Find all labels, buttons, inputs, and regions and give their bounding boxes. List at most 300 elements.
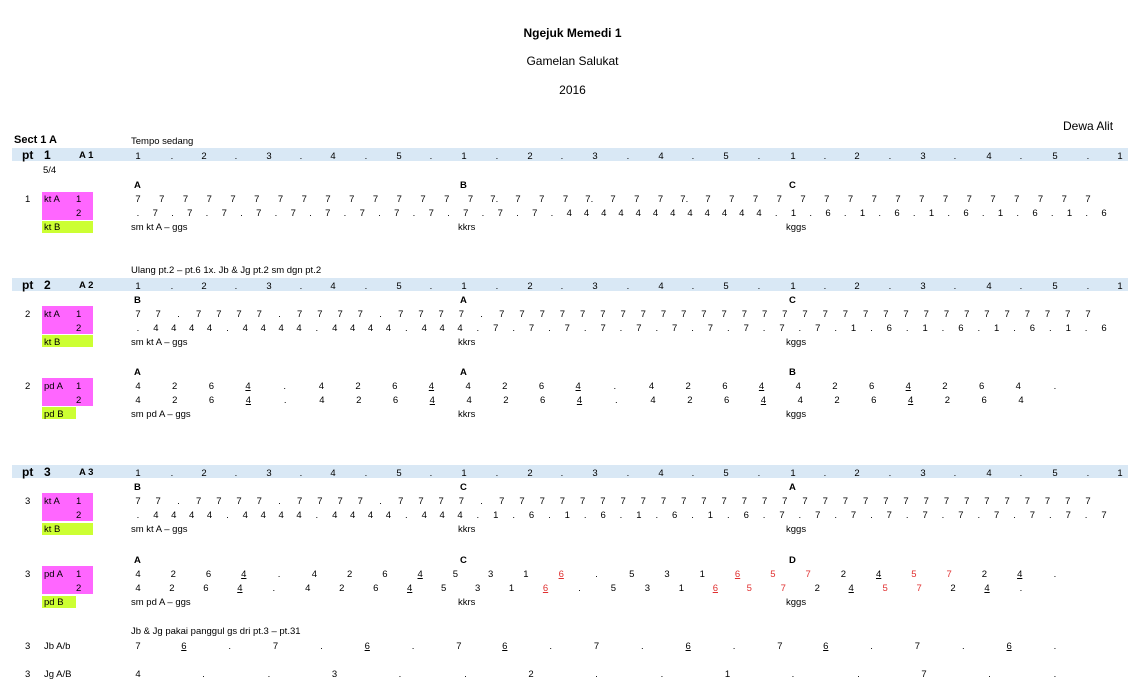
notation-cell: . <box>549 641 552 652</box>
notation-cell: 6 <box>886 323 892 334</box>
notation-cell: 7 <box>135 641 141 652</box>
notation-cell: 4 <box>135 583 141 594</box>
notation-cell: 2 <box>981 569 988 580</box>
notation-cell: . <box>583 510 587 521</box>
notation-cell: 2 <box>346 569 353 580</box>
notation-cell: 7 <box>593 641 600 652</box>
notation-cell: . <box>834 510 837 521</box>
notation-cell: 6 <box>540 395 546 406</box>
notation-cell: 6 <box>181 641 187 652</box>
beat-number: . <box>626 468 630 479</box>
notation-cell: . <box>691 323 694 334</box>
beat-number: 1 <box>461 151 467 162</box>
column-letter: C <box>460 482 467 493</box>
notation-cell: 7 <box>463 208 469 219</box>
notation-cell: . <box>550 208 554 219</box>
notation-cell: 7 <box>752 194 759 205</box>
notation-cell: 7 <box>519 309 525 320</box>
notation-cell: 7 <box>357 309 363 320</box>
notation-cell: . <box>1019 583 1023 594</box>
beat-number: 1 <box>461 468 467 479</box>
notation-cell: 4 <box>1018 395 1024 406</box>
instrument-label-a: kt A <box>44 309 60 320</box>
notation-cell: 2 <box>687 395 693 406</box>
notation-cell: . <box>202 669 205 680</box>
notation-cell: . <box>578 583 581 594</box>
notation-cell: 7 <box>672 323 678 334</box>
notation-cell: 4 <box>350 510 356 521</box>
notation-cell: 4 <box>417 569 423 580</box>
notation-cell: 6 <box>672 510 678 521</box>
beat-number: 3 <box>592 151 598 162</box>
notation-cell: 7 <box>272 641 279 652</box>
notation-cell: 4 <box>439 323 445 334</box>
notation-cell: 7 <box>984 309 990 320</box>
beat-number: . <box>1086 468 1090 479</box>
notation-cell: 6 <box>734 569 741 580</box>
notation-cell: 7 <box>438 496 444 507</box>
notation-cell: 7 <box>230 194 236 205</box>
beat-number: 1 <box>461 281 467 292</box>
beat-number: . <box>953 281 957 292</box>
notation-cell: 7 <box>1085 194 1091 205</box>
notation-cell: . <box>1053 669 1057 680</box>
notation-cell: 7 <box>863 309 869 320</box>
beat-number: 2 <box>527 468 533 479</box>
notation-cell: 2 <box>172 395 178 406</box>
notation-cell: 7 <box>847 194 854 205</box>
beat-number: . <box>888 468 892 479</box>
notation-cell: 4 <box>429 395 435 406</box>
notation-cell: 4 <box>648 381 655 392</box>
notation-cell: 4 <box>385 510 392 521</box>
notation-cell: 6 <box>743 510 749 521</box>
notation-cell: 3 <box>644 583 651 594</box>
notation-cell: 3 <box>474 583 481 594</box>
voice-2: 2 <box>76 208 82 219</box>
notation-cell: 7 <box>600 496 606 507</box>
notation-cell: 7 <box>620 309 626 320</box>
notation-cell: 7 <box>493 323 499 334</box>
notation-cell: 6 <box>1101 208 1107 219</box>
notation-cell: . <box>1084 323 1088 334</box>
notation-cell: 6 <box>1101 323 1107 334</box>
notation-cell: 4 <box>241 569 247 580</box>
notation-cell: 7 <box>394 208 400 219</box>
notation-cell: 7 <box>990 194 996 205</box>
notation-cell: 4 <box>739 208 745 219</box>
part-note: sm pd A – ggs <box>131 597 191 608</box>
notation-cell: . <box>177 309 180 320</box>
notation-cell: 7 <box>256 496 262 507</box>
notation-cell: 7 <box>802 309 808 320</box>
tempo-note: Tempo sedang <box>131 136 194 147</box>
beat-number: . <box>495 468 499 479</box>
notation-cell: 7 <box>539 496 545 507</box>
notation-cell: 7 <box>497 208 503 219</box>
row-number: 1 <box>25 194 31 205</box>
notation-cell: 4 <box>260 510 266 521</box>
document-title: Ngejuk Memedi 1 <box>523 26 622 40</box>
composer-name: Dewa Alit <box>1063 119 1114 133</box>
voice-1: 1 <box>76 194 82 205</box>
notation-cell: . <box>791 669 795 680</box>
meter-label: 5/4 <box>43 165 57 176</box>
notation-cell: 7 <box>1004 309 1010 320</box>
notation-cell: . <box>309 208 312 219</box>
notation-cell: 1 <box>678 583 685 594</box>
notation-cell: . <box>727 323 730 334</box>
beat-number: 3 <box>266 281 272 292</box>
beat-number: . <box>1019 151 1023 162</box>
notation-cell: 1 <box>859 208 866 219</box>
notation-cell: 2 <box>832 381 838 392</box>
notation-cell: 7 <box>1061 194 1067 205</box>
notation-cell: . <box>516 208 519 219</box>
notation-cell: . <box>481 208 485 219</box>
notation-cell: . <box>228 641 231 652</box>
beat-number: . <box>1019 468 1023 479</box>
notation-cell: 4 <box>457 510 463 521</box>
notation-cell: 4 <box>305 583 311 594</box>
pt-label-3: pt <box>22 465 34 479</box>
notation-cell: 7 <box>721 309 727 320</box>
notation-cell: 7 <box>372 194 379 205</box>
notation-cell: 7 <box>895 194 901 205</box>
notation-cell: 7 <box>863 496 869 507</box>
notation-cell: 7 <box>1024 496 1030 507</box>
notation-cell: 7 <box>916 583 922 594</box>
beat-number: . <box>429 281 433 292</box>
beat-number: 5 <box>723 468 729 479</box>
notation-cell: . <box>480 496 483 507</box>
notation-cell: 7 <box>317 496 323 507</box>
panggul-note: Jb & Jg pakai panggul gs dri pt.3 – pt.31 <box>131 626 301 637</box>
part-note: sm kt A – ggs <box>131 337 188 348</box>
document-year: 2016 <box>559 83 586 97</box>
beat-number: 2 <box>527 151 533 162</box>
beat-number: 4 <box>986 468 992 479</box>
notation-cell: 2 <box>170 569 176 580</box>
notation-cell: 4 <box>439 510 445 521</box>
notation-cell: . <box>655 323 659 334</box>
notation-cell: 4 <box>296 323 302 334</box>
notation-cell: . <box>278 496 281 507</box>
notation-cell: 6 <box>722 381 728 392</box>
beat-number: . <box>364 468 368 479</box>
beat-number: . <box>691 151 695 162</box>
notation-cell: . <box>941 510 945 521</box>
beat-number: 2 <box>201 281 207 292</box>
notation-cell: . <box>843 208 847 219</box>
notation-cell: 7 <box>681 309 687 320</box>
notation-cell: 7 <box>779 323 785 334</box>
notation-cell: 6 <box>208 381 214 392</box>
notation-cell: 7 <box>741 496 748 507</box>
notation-cell: 7 <box>1004 496 1010 507</box>
notation-cell: 7 <box>701 496 707 507</box>
notation-cell: 7 <box>532 208 538 219</box>
notation-cell: 4 <box>421 323 427 334</box>
beat-number: . <box>757 468 761 479</box>
notation-cell: 7 <box>994 510 1000 521</box>
notation-cell: . <box>1053 381 1057 392</box>
notation-cell: . <box>641 641 644 652</box>
notation-cell: 7 <box>705 194 711 205</box>
part-note: sm pd A – ggs <box>131 409 191 420</box>
notation-cell: 7 <box>519 496 525 507</box>
beat-number: 5 <box>1052 468 1058 479</box>
beat-number: . <box>823 468 827 479</box>
pt-sub-1: A 1 <box>79 150 94 161</box>
notation-cell: 7 <box>221 208 227 219</box>
notation-cell: . <box>762 323 766 334</box>
beat-number: 4 <box>658 151 664 162</box>
notation-cell: 1 <box>707 510 714 521</box>
beat-number: 4 <box>330 281 336 292</box>
notation-cell: 6 <box>894 208 900 219</box>
notation-cell: 4 <box>601 208 607 219</box>
notation-cell: 4 <box>635 208 641 219</box>
notation-cell: . <box>762 510 766 521</box>
notation-cell: 7 <box>438 309 444 320</box>
notation-cell: 7 <box>966 194 972 205</box>
notation-cell: 7 <box>206 194 212 205</box>
notation-cell: 6 <box>373 583 379 594</box>
notation-cell: 4 <box>245 381 251 392</box>
notation-cell: . <box>277 569 281 580</box>
notation-cell: 7 <box>515 194 521 205</box>
notation-cell: 6 <box>871 395 877 406</box>
notation-cell: 6 <box>600 510 606 521</box>
notation-cell: 4 <box>171 323 177 334</box>
notation-cell: 7 <box>805 569 811 580</box>
notation-cell: 7 <box>964 309 970 320</box>
beat-number: 4 <box>330 151 336 162</box>
beat-number: 2 <box>201 151 207 162</box>
notation-cell: . <box>981 208 985 219</box>
notation-cell: 4 <box>407 583 413 594</box>
column-letter: B <box>134 295 141 306</box>
notation-cell: . <box>961 641 965 652</box>
voice-2: 2 <box>76 395 82 406</box>
notation-cell: . <box>548 323 551 334</box>
notation-cell: 7 <box>456 641 462 652</box>
beat-number: 1 <box>790 281 796 292</box>
notation-cell: . <box>595 569 598 580</box>
part-note: kkrs <box>458 597 476 608</box>
notation-cell: . <box>379 309 382 320</box>
notation-cell: . <box>411 641 415 652</box>
notation-cell: 7 <box>850 510 857 521</box>
part-note: kkrs <box>458 524 476 535</box>
beat-number: 3 <box>920 468 926 479</box>
part-note: kggs <box>786 222 807 233</box>
column-letter: A <box>134 367 141 378</box>
beat-number: . <box>364 281 368 292</box>
notation-cell: 1 <box>636 510 642 521</box>
part-note: kkrs <box>458 222 476 233</box>
notation-cell: . <box>315 323 319 334</box>
notation-cell: . <box>583 323 587 334</box>
notation-cell: 5 <box>882 583 888 594</box>
voice-2: 2 <box>76 510 82 521</box>
column-letter: B <box>789 367 796 378</box>
notation-cell: 7 <box>290 208 296 219</box>
notation-cell: 7 <box>528 323 535 334</box>
notation-cell: 6 <box>558 569 564 580</box>
notation-cell: 4 <box>206 323 213 334</box>
notation-cell: 2 <box>944 395 951 406</box>
notation-cell: 7 <box>923 309 929 320</box>
notation-cell: 1 <box>790 208 797 219</box>
notation-cell: 7 <box>1014 194 1020 205</box>
notation-cell: . <box>870 323 873 334</box>
notation-cell: . <box>727 510 730 521</box>
notation-cell: . <box>171 208 174 219</box>
notation-cell: 4 <box>583 208 590 219</box>
notation-cell: . <box>613 381 617 392</box>
beat-number: 1 <box>1117 468 1123 479</box>
beat-number: 1 <box>790 151 796 162</box>
notation-cell: . <box>870 510 873 521</box>
voice-2: 2 <box>76 583 82 594</box>
notation-cell: 2 <box>502 381 508 392</box>
notation-cell: 7 <box>721 496 727 507</box>
beat-number: 1 <box>135 151 141 162</box>
voice-1: 1 <box>76 496 82 507</box>
notation-cell: 4 <box>687 208 693 219</box>
notation-cell: . <box>343 208 347 219</box>
voice-2: 2 <box>76 323 82 334</box>
notation-cell: 7 <box>964 496 970 507</box>
notation-cell: 6 <box>712 583 718 594</box>
notation-cell: 7 <box>254 194 260 205</box>
notation-cell: 1 <box>994 323 1000 334</box>
notation-cell: 2 <box>685 381 691 392</box>
notation-cell: . <box>947 208 951 219</box>
notation-cell: 7 <box>301 194 307 205</box>
instrument-label-a: kt A <box>44 194 60 205</box>
notation-cell: . <box>660 669 664 680</box>
notation-cell: 3 <box>331 669 338 680</box>
beat-number: . <box>888 151 892 162</box>
notation-cell: . <box>1085 208 1089 219</box>
notation-cell: 7 <box>640 309 646 320</box>
pt-sub-3: A 3 <box>79 467 94 478</box>
notation-cell: . <box>379 496 382 507</box>
notation-cell: 7 <box>562 194 569 205</box>
notation-cell: . <box>732 641 736 652</box>
notation-cell: 1 <box>724 669 731 680</box>
notation-cell: 7 <box>155 309 161 320</box>
notation-cell: . <box>1016 208 1020 219</box>
notation-cell: 7 <box>761 496 768 507</box>
notation-cell: 4 <box>296 510 302 521</box>
notation-cell: . <box>464 669 467 680</box>
notation-cell: 7 <box>943 496 950 507</box>
notation-cell: . <box>691 510 694 521</box>
beat-number: 5 <box>396 468 402 479</box>
notation-cell: . <box>177 496 180 507</box>
beat-number: . <box>170 468 174 479</box>
notation-cell: 7 <box>458 496 465 507</box>
column-letter: C <box>789 180 796 191</box>
notation-cell: 7 <box>256 309 262 320</box>
beat-number: 3 <box>266 468 272 479</box>
beat-number: 3 <box>266 151 272 162</box>
beat-number: 3 <box>920 151 926 162</box>
notation-cell: 7 <box>701 309 707 320</box>
notation-cell: 4 <box>135 395 141 406</box>
notation-cell: 4 <box>135 381 141 392</box>
document-subtitle: Gamelan Salukat <box>526 54 619 68</box>
beat-number: 2 <box>854 468 860 479</box>
notation-cell: 4 <box>385 323 392 334</box>
notation-cell: . <box>905 510 909 521</box>
notation-cell: . <box>870 641 873 652</box>
notation-cell: 4 <box>242 510 248 521</box>
notation-cell: 7 <box>539 309 545 320</box>
column-letter: C <box>460 555 467 566</box>
row-number: 2 <box>25 381 31 392</box>
repeat-note: Ulang pt.2 – pt.6 1x. Jb & Jg pt.2 sm dgn pt.2 <box>131 265 322 276</box>
notation-cell: 2 <box>834 395 840 406</box>
part-note: kggs <box>786 597 807 608</box>
notation-cell: 4 <box>575 381 581 392</box>
notation-cell: 4 <box>318 381 325 392</box>
notation-cell: . <box>274 208 278 219</box>
notation-cell: 4 <box>465 381 471 392</box>
notation-cell: . <box>480 309 483 320</box>
notation-cell: 4 <box>795 381 801 392</box>
notation-cell: 7 <box>337 496 343 507</box>
beat-number: 2 <box>854 151 860 162</box>
notation-cell: 3 <box>488 569 494 580</box>
notation-cell: 6 <box>1029 323 1036 334</box>
notation-cell: 7 <box>155 496 161 507</box>
notation-cell: 2 <box>356 395 362 406</box>
beat-number: 5 <box>396 151 402 162</box>
beat-number: . <box>757 151 761 162</box>
notation-cell: 6 <box>538 381 545 392</box>
notation-cell: 2 <box>355 381 361 392</box>
beat-number: . <box>560 281 564 292</box>
notation-cell: 7 <box>458 309 465 320</box>
beat-number: . <box>626 151 630 162</box>
beat-number: . <box>234 281 238 292</box>
notation-cell: . <box>240 208 243 219</box>
notation-cell: 4 <box>319 395 325 406</box>
instrument-label-b: kt B <box>44 222 61 233</box>
notation-cell: 7 <box>256 208 262 219</box>
notation-cell: 6 <box>364 641 370 652</box>
voice-1: 1 <box>76 569 82 580</box>
notation-cell: 7 <box>600 323 606 334</box>
notation-cell: 2 <box>814 583 820 594</box>
pt-number-1: 1 <box>44 148 51 162</box>
notation-cell: 7 <box>1044 309 1051 320</box>
notation-cell: 7 <box>564 323 570 334</box>
voice-1: 1 <box>76 381 82 392</box>
notation-cell: 6 <box>981 395 987 406</box>
notation-cell: . <box>405 323 408 334</box>
notation-cell: . <box>476 510 480 521</box>
notation-cell: 7 <box>636 323 642 334</box>
notation-cell: 7 <box>822 496 828 507</box>
notation-cell: 7 <box>428 208 434 219</box>
notation-cell: 7 <box>657 194 664 205</box>
